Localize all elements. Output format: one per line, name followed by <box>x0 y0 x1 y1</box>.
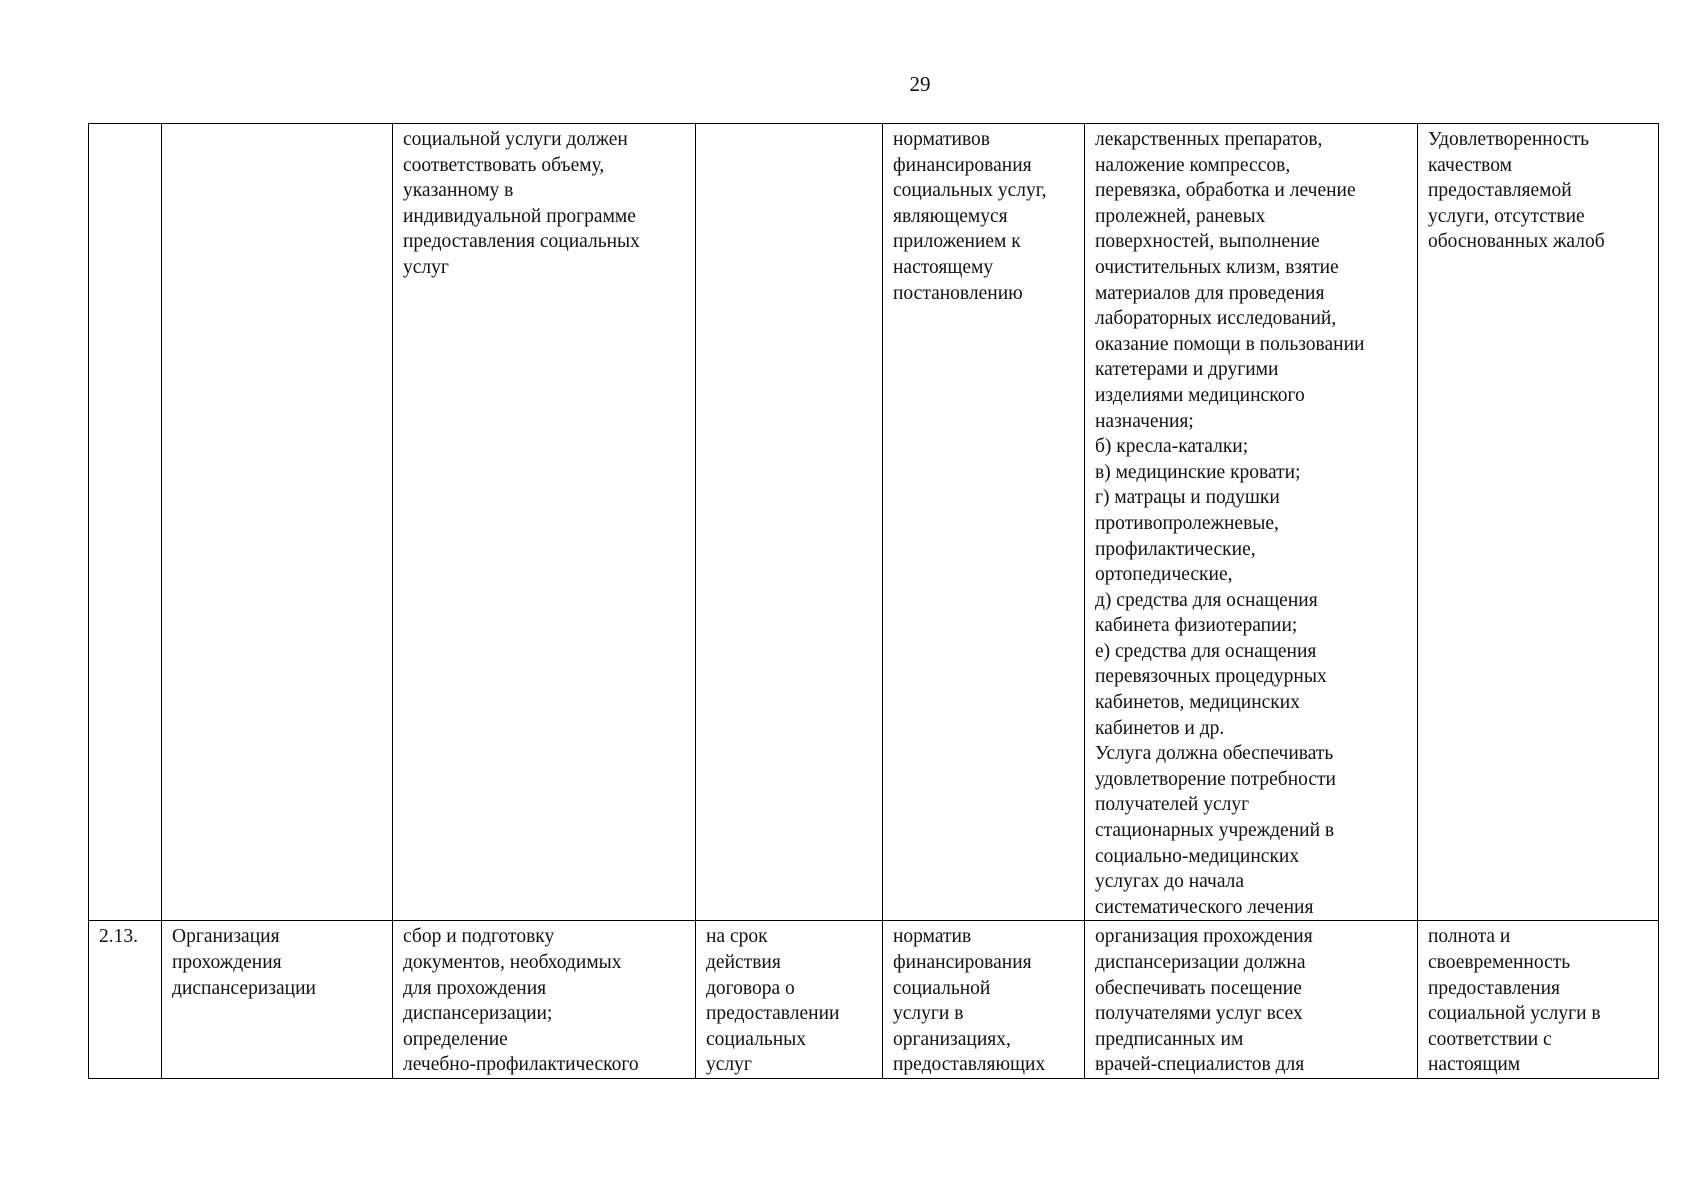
table-row <box>89 921 1659 1079</box>
cell-service-norm: нормативов финансирования социальных услуг, являющемуся приложением к настоящему постановлению <box>883 124 1085 921</box>
cell-service-result: полнота и своевременность предоставления социальной услуги в соответствии с настоящим <box>1418 921 1659 1079</box>
cell-service-conditions: лекарственных препаратов, наложение компрессов, перевязка, обработка и лечение пролежней, раневых поверхностей, выполнение очистительных клизм, взятие материалов для проведения лабораторных исследований, оказание помощи в пользовании катетерами и другими изделиями медицинского назначения; б) кресла-каталки; в) медицинские кровати; г) матрацы и подушки противопролежневые, профилактические, ортопедические, д) средства для оснащения кабинета физиотерапии; е) средства для оснащения перевязочных процедурных кабинетов, медицинских кабинетов и др. Услуга должна обеспечивать удовлетворение потребности получателей услуг стационарных учреждений в социально-медицинских услугах до начала систематического лечения <box>1085 124 1418 921</box>
cell-number <box>89 124 162 921</box>
cell-service-result: Удовлетворенность качеством предоставляемой услуги, отсутствие обоснованных жалоб <box>1418 124 1659 921</box>
cell-service-norm: норматив финансирования социальной услуги в организациях, предоставляющих <box>883 921 1085 1079</box>
table-row <box>89 124 1659 921</box>
cell-service-term: на срок действия договора о предоставлении социальных услуг <box>696 921 883 1079</box>
cell-service-content: сбор и подготовку документов, необходимых для прохождения диспансеризации; определение лечебно-профилактического <box>393 921 696 1079</box>
cell-service-conditions: организация прохождения диспансеризации должна обеспечивать посещение получателями услуг всех предписанных им врачей-специалистов для <box>1085 921 1418 1079</box>
cell-number: 2.13. <box>89 921 162 1079</box>
cell-service-term <box>696 124 883 921</box>
services-table <box>88 123 1659 1079</box>
cell-service-name <box>162 124 393 921</box>
page-number: 29 <box>909 72 931 96</box>
cell-service-content: социальной услуги должен соответствовать объему, указанному в индивидуальной программе предоставления социальных услуг <box>393 124 696 921</box>
cell-service-name: Организация прохождения диспансеризации <box>162 921 393 1079</box>
